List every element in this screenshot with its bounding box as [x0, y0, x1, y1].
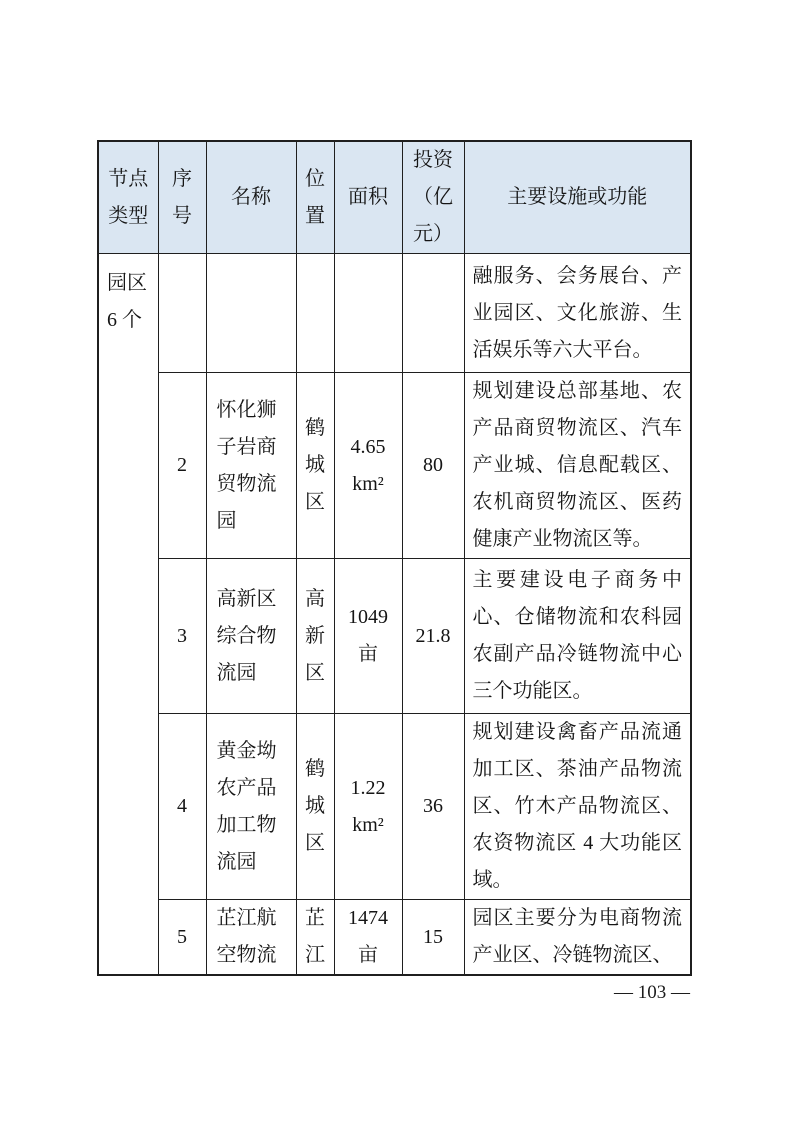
table-row [98, 559, 691, 714]
header-investment: 投资（亿元） [402, 141, 464, 254]
functions-cell: 规划建设总部基地、农产品商贸物流区、汽车产业城、信息配载区、农机商贸物流区、医药健康产业物流区等。 [464, 373, 691, 559]
location-cell: 高新区 [296, 559, 334, 714]
table-row [98, 900, 691, 976]
table-header-row [98, 141, 691, 254]
investment-cell: 21.8 [402, 559, 464, 714]
location-cell: 芷江 [296, 900, 334, 976]
area-cell [334, 254, 402, 373]
seq-cell: 4 [158, 714, 206, 900]
location-cell: 鹤城区 [296, 373, 334, 559]
name-cell: 芷江航空物流 [206, 900, 296, 976]
header-seq: 序号 [158, 141, 206, 254]
name-cell: 怀化狮子岩商贸物流园 [206, 373, 296, 559]
functions-cell: 园区主要分为电商物流产业区、冷链物流区、 [464, 900, 691, 976]
functions-cell: 主要建设电子商务中心、仓储物流和农科园农副产品冷链物流中心三个功能区。 [464, 559, 691, 714]
area-cell: 4.65 km² [334, 373, 402, 559]
area-cell: 1474亩 [334, 900, 402, 976]
header-location: 位置 [296, 141, 334, 254]
investment-cell: 15 [402, 900, 464, 976]
header-name: 名称 [206, 141, 296, 254]
group-label-cell: 园区 6 个 [98, 254, 158, 976]
investment-cell [402, 254, 464, 373]
page-number: — 103 — [614, 982, 690, 1003]
functions-cell: 融服务、会务展台、产业园区、文化旅游、生活娱乐等六大平台。 [464, 254, 691, 373]
table-row [98, 373, 691, 559]
area-cell: 1049亩 [334, 559, 402, 714]
location-cell [296, 254, 334, 373]
name-cell [206, 254, 296, 373]
header-node-type: 节点类型 [98, 141, 158, 254]
header-area: 面积 [334, 141, 402, 254]
name-cell: 高新区综合物流园 [206, 559, 296, 714]
table-row [98, 714, 691, 900]
seq-cell: 2 [158, 373, 206, 559]
name-cell: 黄金坳农产品加工物流园 [206, 714, 296, 900]
area-cell: 1.22 km² [334, 714, 402, 900]
header-functions: 主要设施或功能 [464, 141, 691, 254]
table-row [98, 254, 691, 373]
location-cell: 鹤城区 [296, 714, 334, 900]
seq-cell: 3 [158, 559, 206, 714]
seq-cell [158, 254, 206, 373]
functions-cell: 规划建设禽畜产品流通加工区、茶油产品物流区、竹木产品物流区、农资物流区 4 大功能区域。 [464, 714, 691, 900]
investment-cell: 36 [402, 714, 464, 900]
seq-cell: 5 [158, 900, 206, 976]
investment-cell: 80 [402, 373, 464, 559]
logistics-nodes-table [97, 140, 692, 976]
